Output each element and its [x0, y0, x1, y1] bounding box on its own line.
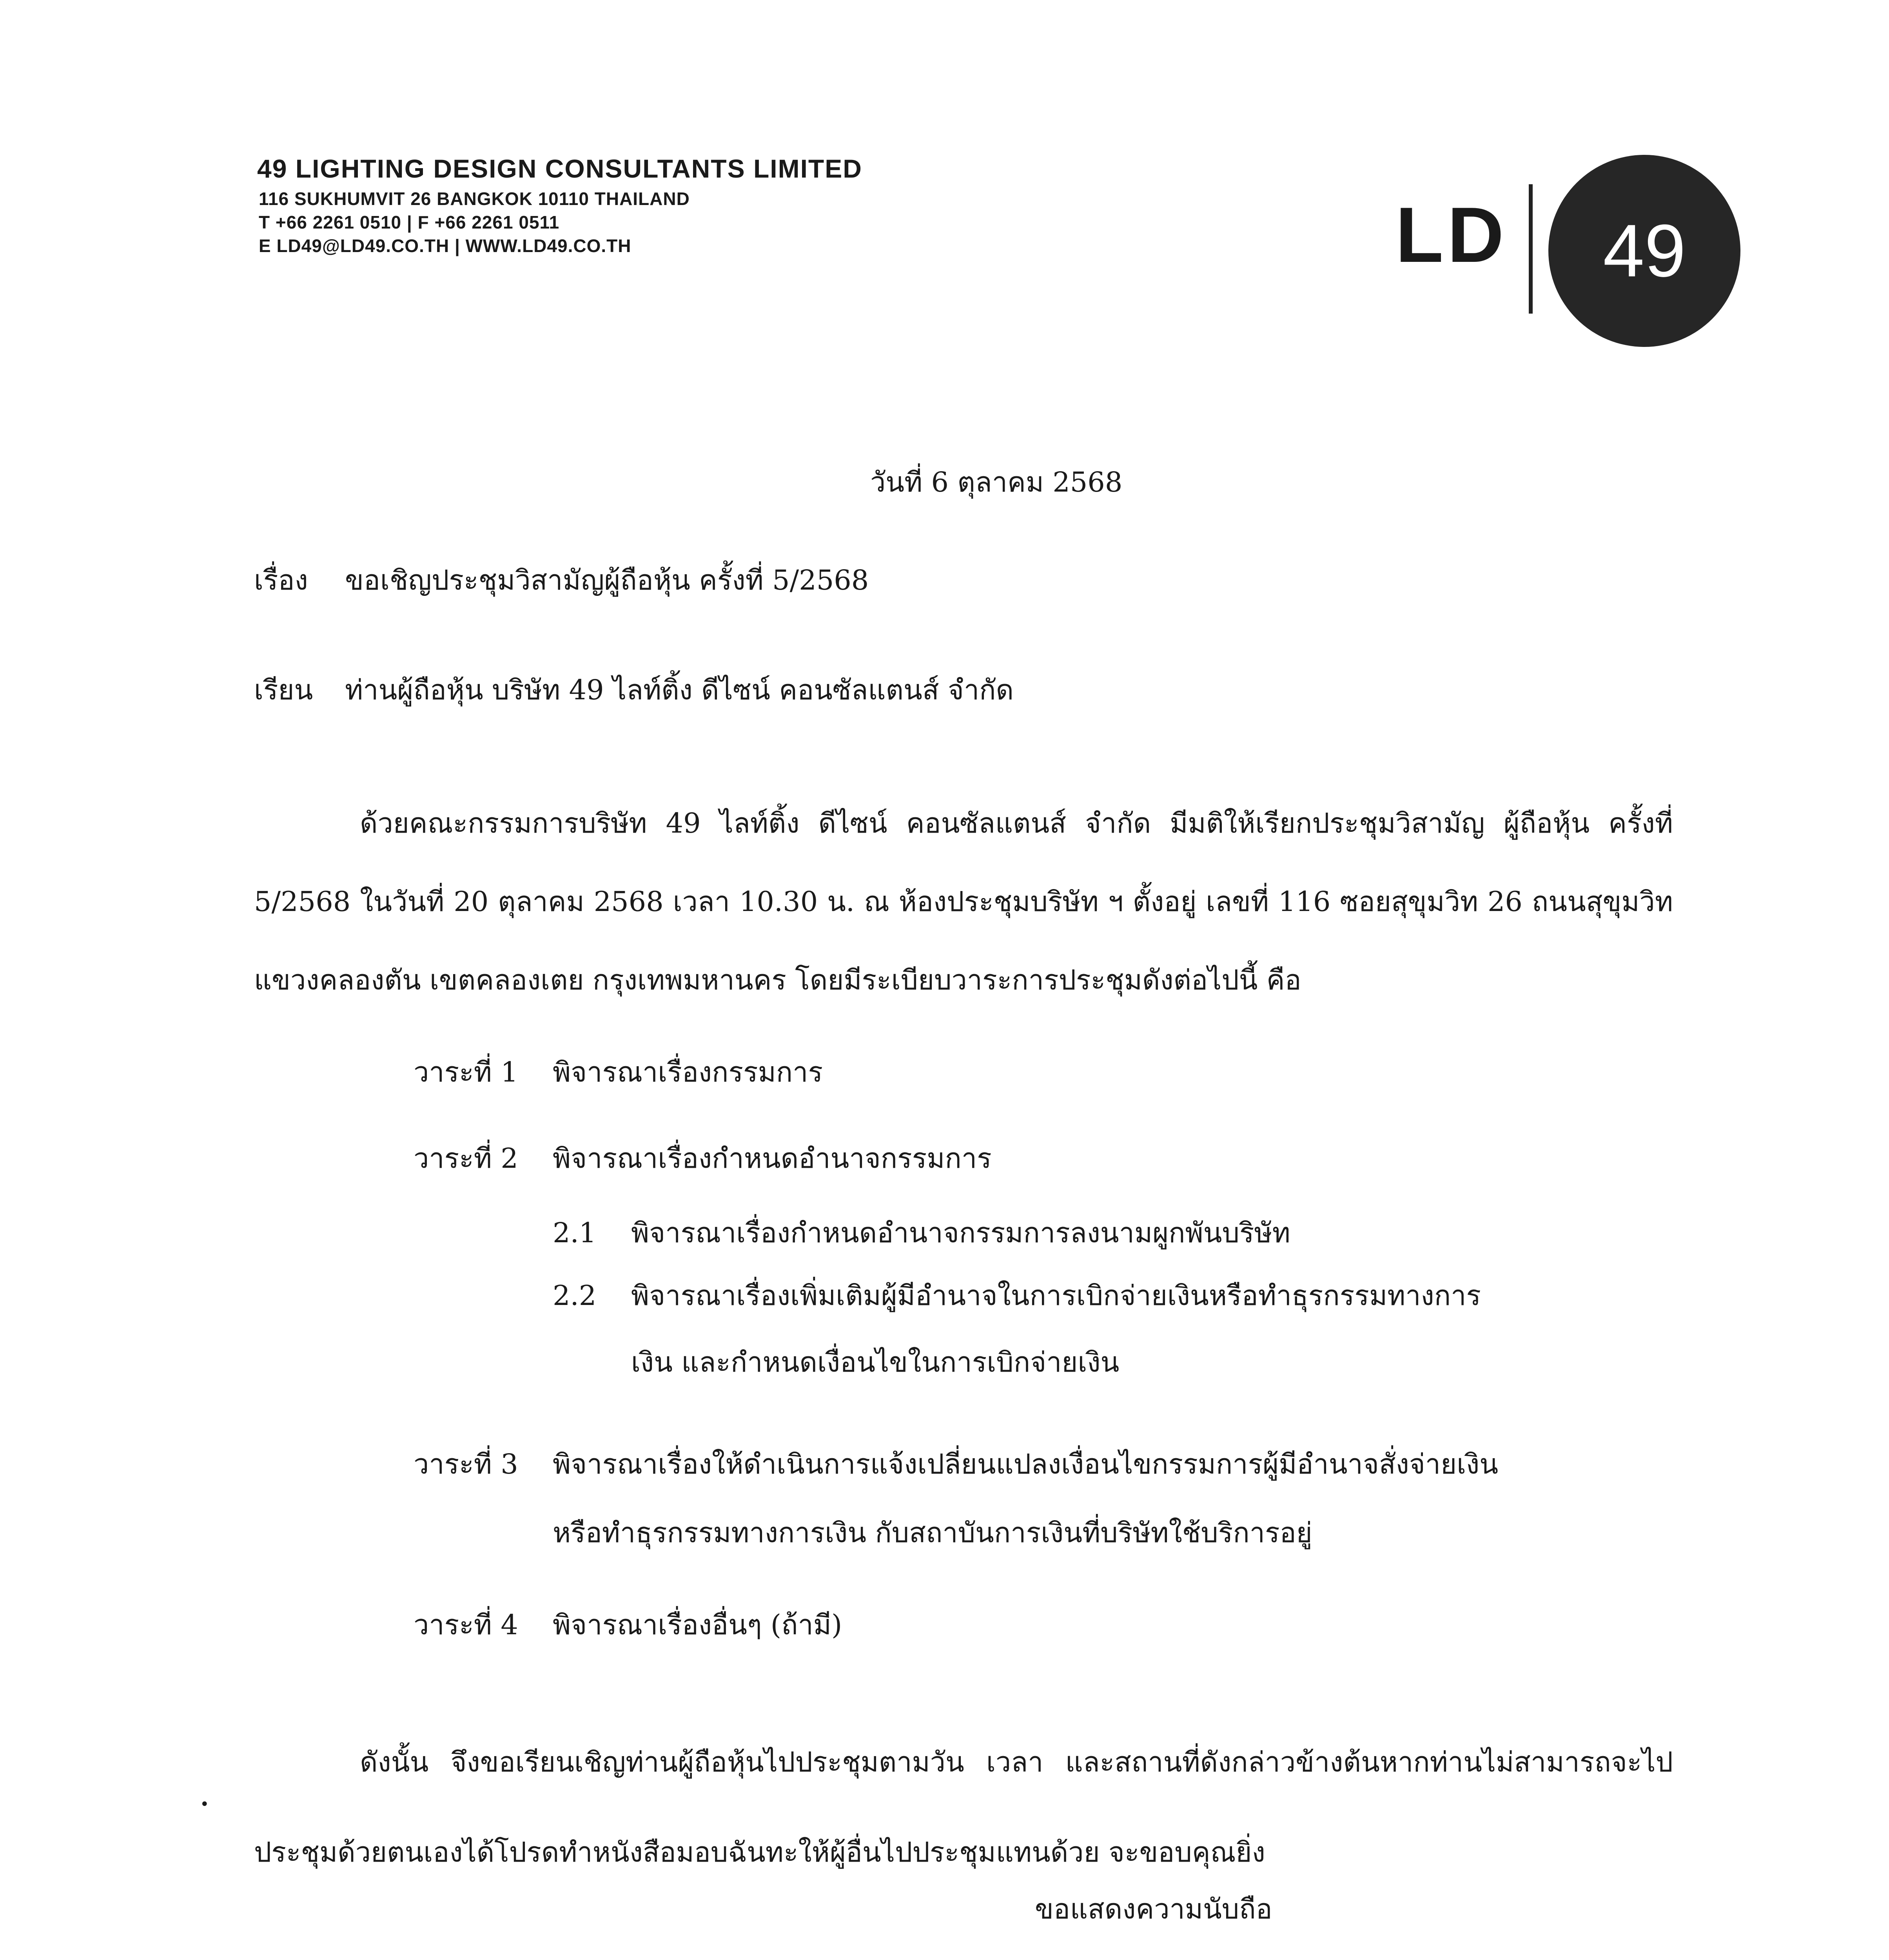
sub-item-text-2-2-cont: เงิน และกำหนดเงื่อนไขในการเบิกจ่ายเงิน	[631, 1346, 1120, 1378]
company-name: 49 LIGHTING DESIGN CONSULTANTS LIMITED	[257, 154, 862, 183]
agenda-text-4: พิจารณาเรื่องอื่นๆ (ถ้ามี)	[553, 1609, 842, 1641]
agenda-text-3-cont: หรือทำธุรกรรมทางการเงิน กับสถาบันการเงินที่บริษัทใช้บริการอยู่	[553, 1517, 1312, 1549]
agenda-text-3: พิจารณาเรื่องให้ดำเนินการแจ้งเปลี่ยนแปลงเงื่อนไขกรรมการผู้มีอำนาจสั่งจ่ายเงิน	[553, 1448, 1499, 1480]
logo-divider	[1529, 184, 1533, 314]
sub-item-no-2-1: 2.1	[553, 1217, 597, 1249]
intro-paragraph: ด้วยคณะกรรมการบริษัท 49 ไลท์ติ้ง ดีไซน์ คอนซัลแตนส์ จำกัด มีมติให้เรียกประชุมวิสามัญ ผู้ถือหุ้น ครั้งที่ 5/2568 ในวันที่ 20 ตุลาคม 2568 เวลา 10.30 น. ณ ห้องประชุมบริษัท ฯ ตั้งอยู่ เลขที่ 116 ซอยสุขุมวิท 26 ถนนสุขุมวิท แขวงคลองตัน เขตคลองเตย กรุงเทพมหานคร โดยมีระเบียบวาระการประชุมดังต่อไปนี้ คือ	[254, 807, 1673, 996]
agenda-text-2: พิจารณาเรื่องกำหนดอำนาจกรรมการ	[553, 1142, 992, 1174]
logo-circle-number: 49	[1603, 209, 1686, 292]
agenda-label-3: วาระที่ 3	[414, 1448, 518, 1480]
agenda-label-1: วาระที่ 1	[414, 1056, 518, 1088]
sub-item-text-2-1: พิจารณาเรื่องกำหนดอำนาจกรรมการลงนามผูกพันบริษัท	[631, 1217, 1290, 1249]
company-address: 116 SUKHUMVIT 26 BANGKOK 10110 THAILAND	[259, 189, 690, 209]
closing-paragraph: ดังนั้น จึงขอเรียนเชิญท่านผู้ถือหุ้นไปประชุมตามวัน เวลา และสถานที่ดังกล่าวข้างต้นหากท่านไม่สามารถจะไปประชุมด้วยตนเองได้โปรดทำหนังสือมอบฉันทะให้ผู้อื่นไปประชุมแทนด้วย จะขอบคุณยิ่ง	[254, 1746, 1673, 1868]
company-phone-fax: T +66 2261 0510 | F +66 2261 0511	[259, 212, 560, 232]
letter-date: วันที่ 6 ตุลาคม 2568	[870, 466, 1123, 498]
agenda-label-2: วาระที่ 2	[414, 1142, 518, 1174]
scan-mark: •	[200, 1795, 209, 1813]
subject-text: ขอเชิญประชุมวิสามัญผู้ถือหุ้น ครั้งที่ 5/2568	[345, 564, 869, 596]
agenda-text-1: พิจารณาเรื่องกรรมการ	[553, 1056, 823, 1088]
agenda-label-4: วาระที่ 4	[414, 1609, 518, 1641]
sub-item-no-2-2: 2.2	[553, 1279, 597, 1312]
regards-text: ขอแสดงความนับถือ	[1035, 1893, 1272, 1925]
subject-label: เรื่อง	[254, 564, 308, 596]
company-logo-circle	[1548, 155, 1740, 347]
recipient-text: ท่านผู้ถือหุ้น บริษัท 49 ไลท์ติ้ง ดีไซน์ คอนซัลแตนส์ จำกัด	[345, 674, 1014, 706]
company-logo-ld: LD	[1395, 191, 1508, 279]
company-email-web: E LD49@LD49.CO.TH | WWW.LD49.CO.TH	[259, 236, 631, 256]
sub-item-text-2-2: พิจารณาเรื่องเพิ่มเติมผู้มีอำนาจในการเบิกจ่ายเงินหรือทำธุรกรรมทางการ	[631, 1279, 1481, 1312]
recipient-label: เรียน	[254, 674, 313, 706]
